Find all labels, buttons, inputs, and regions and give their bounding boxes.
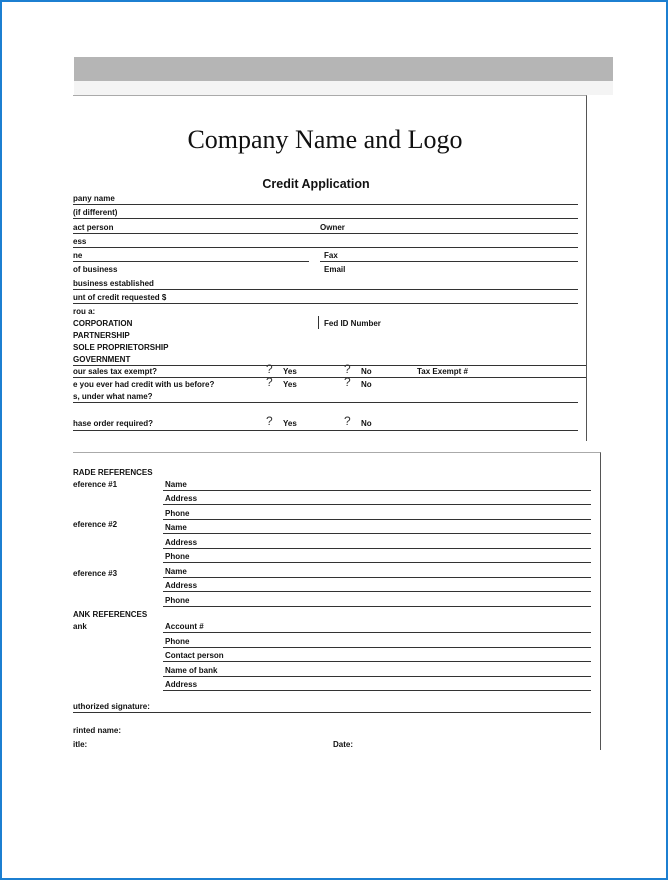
account-number-label: Account # (165, 622, 204, 631)
ref3-name-line (163, 577, 591, 578)
corporation-label: CORPORATION (73, 319, 133, 328)
fax-label: Fax (324, 251, 338, 260)
reference-2-label: eference #2 (73, 520, 118, 529)
po-line (73, 430, 578, 431)
ref1-address-line (163, 504, 591, 505)
company-title: Company Name and Logo (187, 125, 463, 154)
address-label: ess (73, 237, 87, 246)
ref1-address-label: Address (165, 494, 198, 503)
fed-id-label: Fed ID Number (324, 319, 381, 328)
sole-proprietorship-label: SOLE PROPRIETORSHIP (73, 343, 169, 352)
authorized-signature-label: uthorized signature: (73, 702, 150, 711)
tax-exempt-number-label: Tax Exempt # (417, 367, 468, 376)
owner-label: Owner (320, 223, 345, 232)
ref1-phone-line (163, 519, 591, 520)
established-line (73, 289, 578, 290)
ref1-name-line (163, 490, 591, 491)
ref2-address-line (163, 548, 591, 549)
ref3-phone-label: Phone (165, 596, 190, 605)
name-of-bank-label: Name of bank (165, 666, 218, 675)
if-different-line (73, 218, 578, 219)
po-yes-checkbox[interactable]: ? (266, 414, 273, 428)
under-name-line (73, 402, 578, 403)
date-label: Date: (333, 740, 354, 749)
signature-line (73, 712, 591, 713)
ref3-address-label: Address (165, 581, 198, 590)
toolbar-band-light (74, 81, 613, 95)
type-block-line (73, 365, 586, 366)
bank-phone-line (163, 647, 591, 648)
amount-requested-label: unt of credit requested $ (73, 293, 167, 302)
ref3-phone-line (163, 606, 591, 607)
bank-label: ank (73, 622, 87, 631)
po-no-label: No (361, 419, 372, 428)
are-you-a-label: rou a: (73, 307, 96, 316)
ref1-name-label: Name (165, 480, 187, 489)
po-yes-label: Yes (283, 419, 297, 428)
printed-name-label: rinted name: (73, 726, 122, 735)
under-what-name-label: s, under what name? (73, 392, 153, 401)
form-title: Credit Application (262, 177, 370, 191)
amount-line (73, 303, 578, 304)
title-label: itle: (73, 740, 88, 749)
fax-line (320, 261, 578, 262)
ref3-name-label: Name (165, 567, 187, 576)
toolbar-band (74, 57, 613, 81)
ref2-name-line (163, 533, 591, 534)
partnership-label: PARTNERSHIP (73, 331, 130, 340)
tax-no-label: No (361, 367, 372, 376)
address-line (73, 247, 578, 248)
po-no-checkbox[interactable]: ? (344, 414, 351, 428)
ref2-phone-label: Phone (165, 552, 190, 561)
contact-line (73, 233, 578, 234)
references-section (73, 452, 601, 750)
phone-label: ne (73, 251, 83, 260)
ref3-address-line (163, 591, 591, 592)
tax-yes-label: Yes (283, 367, 297, 376)
fed-id-divider (318, 316, 319, 329)
tax-no-checkbox[interactable]: ? (344, 362, 351, 376)
year-established-label: business established (73, 279, 154, 288)
reference-1-label: eference #1 (73, 480, 118, 489)
credit-no-checkbox[interactable]: ? (344, 375, 351, 389)
contact-person-label: act person (73, 223, 114, 232)
bank-address-line (163, 690, 591, 691)
if-different-label: (if different) (73, 208, 118, 217)
credit-yes-label: Yes (283, 380, 297, 389)
ref1-phone-label: Phone (165, 509, 190, 518)
company-name-label: pany name (73, 194, 115, 203)
name-of-bank-line (163, 676, 591, 677)
sales-tax-exempt-label: our sales tax exempt? (73, 367, 158, 376)
tax-yes-checkbox[interactable]: ? (266, 362, 273, 376)
trade-references-heading: RADE REFERENCES (73, 468, 153, 477)
had-credit-label: e you ever had credit with us before? (73, 380, 215, 389)
bank-contact-line (163, 661, 591, 662)
type-of-business-label: of business (73, 265, 118, 274)
ref2-address-label: Address (165, 538, 198, 547)
reference-3-label: eference #3 (73, 569, 118, 578)
bank-references-heading: ANK REFERENCES (73, 610, 148, 619)
bank-contact-label: Contact person (165, 651, 224, 660)
credit-no-label: No (361, 380, 372, 389)
email-label: Email (324, 265, 346, 274)
credit-yes-checkbox[interactable]: ? (266, 375, 273, 389)
purchase-order-label: hase order required? (73, 419, 154, 428)
ref2-phone-line (163, 562, 591, 563)
company-name-line (73, 204, 578, 205)
bank-phone-label: Phone (165, 637, 190, 646)
tax-line (73, 377, 586, 378)
phone-line (73, 261, 309, 262)
government-label: GOVERNMENT (73, 355, 131, 364)
account-line (163, 632, 591, 633)
ref2-name-label: Name (165, 523, 187, 532)
bank-address-label: Address (165, 680, 198, 689)
